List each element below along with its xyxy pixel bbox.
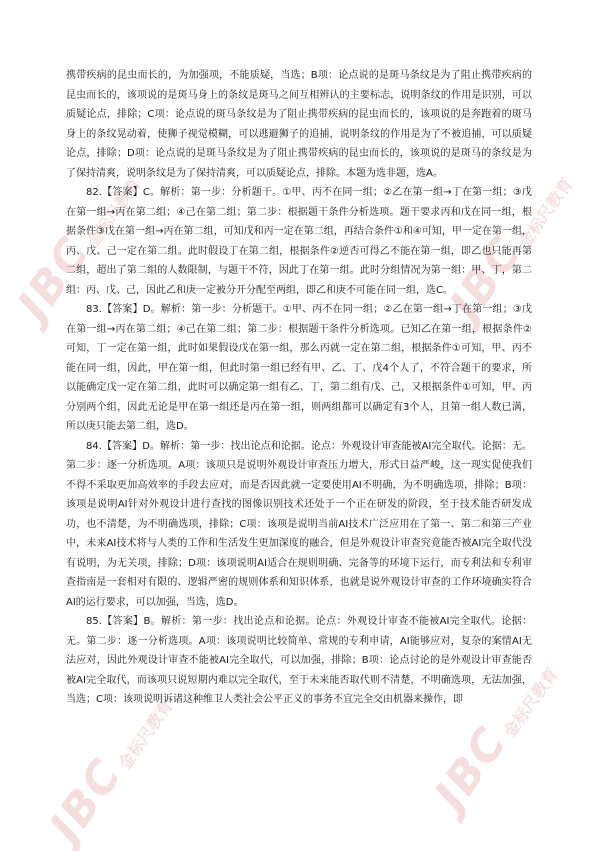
answer-paragraph-81-continued: 携带疾病的昆虫而长的，为加强项，不能质疑，当选；B项：论点说的是斑马条纹是为了阻止携带疾病的昆虫而长的，该项说的是斑马身上的条纹是斑马之间互相辨认的主要标志，说明条纹的作用是识别，可以质疑论点，排除；C项：论点说的斑马条纹是为了阻止携带疾病的昆虫而长的，该项说的是奔跑着的斑马身上的条纹晃动着，使狮子视觉模糊，可以逃避狮子的追捕，说明条纹的作用是为了不被追捕，可以质疑论点，排除；D项：论点说的是斑马条纹是为了阻止携带疾病的昆虫而长的，该项说的是斑马的条纹是为了保持清爽，说明条纹是为了保持清爽，可以质疑论点，排除。本题为选非题，选A。 xyxy=(66,70,532,179)
watermark-name: 金标尺教育 xyxy=(515,174,577,251)
watermark-name: 金标尺教育 xyxy=(83,174,145,251)
watermark-mark: JBC xyxy=(40,749,133,851)
watermark-mark: JBC xyxy=(440,227,533,330)
watermark-mark: JBC xyxy=(425,717,518,820)
watermark-mark: JBC xyxy=(8,227,101,330)
answer-paragraph-82: 82.【答案】C。解析：第一步：分析题干。①甲、丙不在同一组；②乙在第一组→丁在第一组；③戊在第一组→丙在第二组；④己在第二组；第二步：根据题干条件分析选项。题干要求丙和戊在同一组，根据条件③戊在第一组→丙在第二组，可知戊和丙一定在第二组，再结合条件①和④可知，甲一定在第一组，丙、戊、己一定在第二组。此时假设丁在第二组，根据条件②逆否可得乙不能在第一组，即乙也只能再第二组，超出了第二组的人数限制，与题干不符，因此丁在第一组。此时分组情况为第一组：甲、丁，第二组：丙、戊、己，因此乙和庚一定被分开分配至两组，即乙和庚不可能在同一组，选C。 xyxy=(66,187,532,296)
document-body xyxy=(66,66,532,710)
answer-paragraph-83: 83.【答案】D。解析：第一步：分析题干。①甲、丙不在同一组；②乙在第一组→丁在第一组；③戊在第一组→丙在第二组；④己在第二组；第二步：根据题干条件分析选项。已知乙在第一组，根据条件②可知，丁一定在第一组，此时如果假设戊在第一组，那么丙就一定在第二组，根据条件①可知，甲、丙不能在同一组，因此，甲在第一组，但此时第一组已经有甲、乙、丁、戊4个人了，不符合题干的要求，所以能确定戊一定在第二组，此时可以确定第一组有乙、丁，第二组有戊、己，又根据条件①可知，甲、丙分别两个组，因此无论是甲在第一组还是丙在第一组，则两组都可以确定有3个人，且第一组人数已满，所以庚只能去第二组，选D。 xyxy=(66,304,532,432)
answer-paragraph-85: 85.【答案】B。解析：第一步：找出论点和论据。论点：外观设计审查不能被AI完全取代。论据：无。第二步：逐一分析选项。A项：该项说明比较简单、常规的专利申请，AI能够应对，复杂的案情AI无法应对，因此外观设计审查不能被AI完全取代，可以加强，排除；B项：论点讨论的是外观设计审查能否被AI完全取代，而该项只说短期内难以完全取代，至于未来能否取代则不清楚，不明确选项，无法加强，当选；C项：该项说明诉诸这种维卫人类社会公平正义的事务不宜完全交由机器来操作，即 xyxy=(66,616,532,705)
answer-paragraph-84: 84.【答案】D。解析：第一步：找出论点和论据。论点：外观设计审查能被AI完全取代。论据：无。第二步：逐一分析选项。A项：该项只是说明外观设计审查压力增大，形式日益严峻，这一现实促使我们不得不采取更加高效率的手段去应对，而是否因此就一定要使用AI不明确，为不明确选项，排除；B项：该项是说明AI针对外观设计进行查找的图像识别技术还处于一个正在研发的阶段，至于技术能否研发成功，也不清楚，为不明确选项，排除；C项：该项是说明当前AI技术广泛应用在了第一、第二和第三产业中，未来AI技术将与人类的工作和生活发生更加深度的融合，但是外观设计审查究竟能否被AI完全取代没有说明，为无关项，排除；D项：该项说明AI适合在规则明确、完备等的环境下运行，而专利法和专利审查指南是一套相对有限的、逻辑严密的规则体系和知识体系，也就是说外观设计审查的工作环境确实符合AI的运行要求，可以加强，当选，选D。 xyxy=(66,440,532,608)
watermark-name: 金标尺教育 xyxy=(500,664,562,741)
watermark-name: 金标尺教育 xyxy=(115,696,177,773)
